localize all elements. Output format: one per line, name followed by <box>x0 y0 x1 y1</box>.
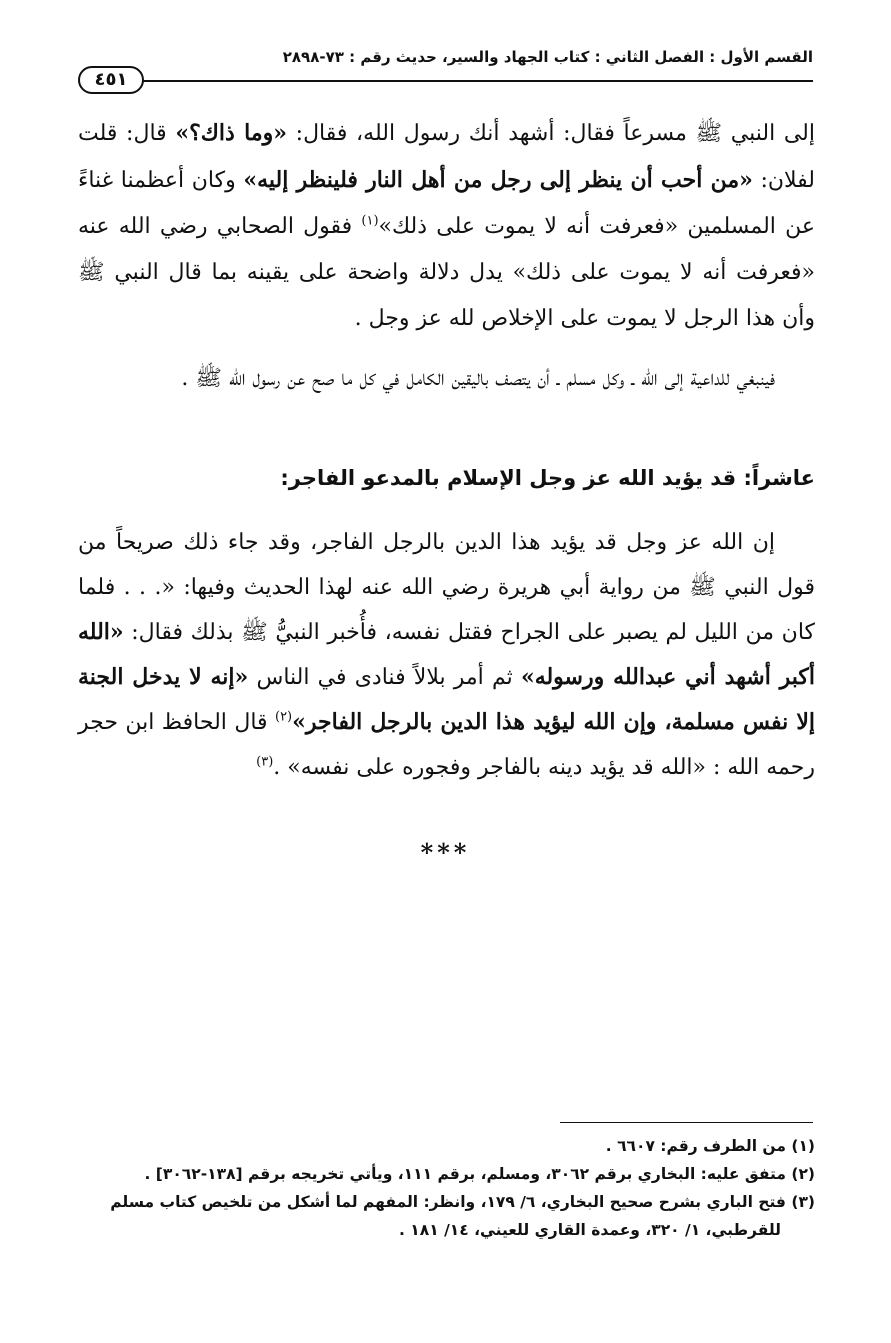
paragraph-2: فينبغي للداعية إلى الله ـ وكل مسلم ـ أن يتصف باليقين الكامل في كل ما صح عن رسول الله ﷺ . <box>181 366 775 391</box>
p1-text-d: فقول الصحابي رضي الله عنه «فعرفت أنه لا يموت على ذلك» يدل دلالة واضحة على يقينه بما قال النبي ﷺ وأن هذا الرجل لا يموت على الإخلاص لله عز وجل . <box>78 214 815 331</box>
paragraph-3 <box>78 520 815 790</box>
p1-text-a: إلى النبي ﷺ مسرعاً فقال: أشهد أنك رسول الله، فقال: <box>287 121 815 146</box>
p3-text-a: إن الله عز وجل قد يؤيد هذا الدين بالرجل الفاجر، وقد جاء ذلك صريحاً من قول النبي ﷺ من رواية أبي هريرة رضي الله عنه لهذا الحديث وفيها: «. . . فلما كان من الليل لم يصبر على الجراح فقتل نفسه، فأُخبر النبيُّ ﷺ بذلك فقال: <box>78 530 815 645</box>
footnote-rule <box>560 1122 813 1123</box>
paragraph-1 <box>78 110 815 342</box>
page-number: ٤٥١ <box>78 66 144 94</box>
footnote-3: (٣) فتح الباري بشرح صحيح البخاري، ٦/ ١٧٩، وانظر: المفهم لما أشكل من تلخيص كتاب مسلم <box>110 1193 815 1211</box>
footnote-2: (٢) متفق عليه: البخاري برقم ٣٠٦٢، ومسلم، برقم ١١١، ويأتي تخريجه برقم [١٣٨-٣٠٦٢] . <box>144 1165 815 1183</box>
section-separator: *** <box>420 838 471 867</box>
footnote-ref-2[interactable]: (٢) <box>274 709 293 725</box>
p3-text-b: ثم أمر بلالاً فنادى في الناس <box>248 665 521 690</box>
p3-text-c: قال الحافظ ابن حجر رحمه الله : «الله قد يؤيد دينه بالفاجر وفجوره على نفسه» . <box>78 710 815 780</box>
p3-quote-b: «إنه لا يدخل الجنة إلا نفس مسلمة، وإن الله ليؤيد هذا الدين بالرجل الفاجر» <box>78 664 815 735</box>
p1-text-c: وكان أعظمنا غناءً عن المسلمين «فعرفت أنه لا يموت على ذلك» <box>78 168 815 239</box>
p1-text-b: قال: قلت لفلان: <box>78 121 815 193</box>
body-text <box>78 110 815 402</box>
header <box>78 48 813 70</box>
footnotes <box>78 1132 815 1244</box>
header-rule <box>140 80 813 82</box>
p1-quote-b: «من أحب أن ينظر إلى رجل من أهل النار فلينظر إليه» <box>243 167 753 193</box>
footnote-ref-1[interactable]: (١) <box>361 213 379 229</box>
footnote-3-continued: للقرطبي، ١/ ٣٢٠، وعمدة القاري للعيني، ١٤/ ١٨١ . <box>399 1221 781 1239</box>
footnote-1: (١) من الطرف رقم: ٦٦٠٧ . <box>605 1137 815 1155</box>
body-text-2 <box>78 520 815 790</box>
p3-quote-a: «الله أكبر أشهد أني عبدالله ورسوله» <box>78 619 816 690</box>
p1-quote-a: «وما ذاك؟» <box>175 120 287 146</box>
section-heading: عاشراً: قد يؤيد الله عز وجل الإسلام بالمدعو الفاجر: <box>280 466 815 490</box>
running-head: القسم الأول : الفصل الثاني : كتاب الجهاد والسير، حديث رقم : ٧٣-٢٨٩٨ <box>282 48 813 66</box>
footnote-ref-3[interactable]: (٣) <box>256 754 274 770</box>
